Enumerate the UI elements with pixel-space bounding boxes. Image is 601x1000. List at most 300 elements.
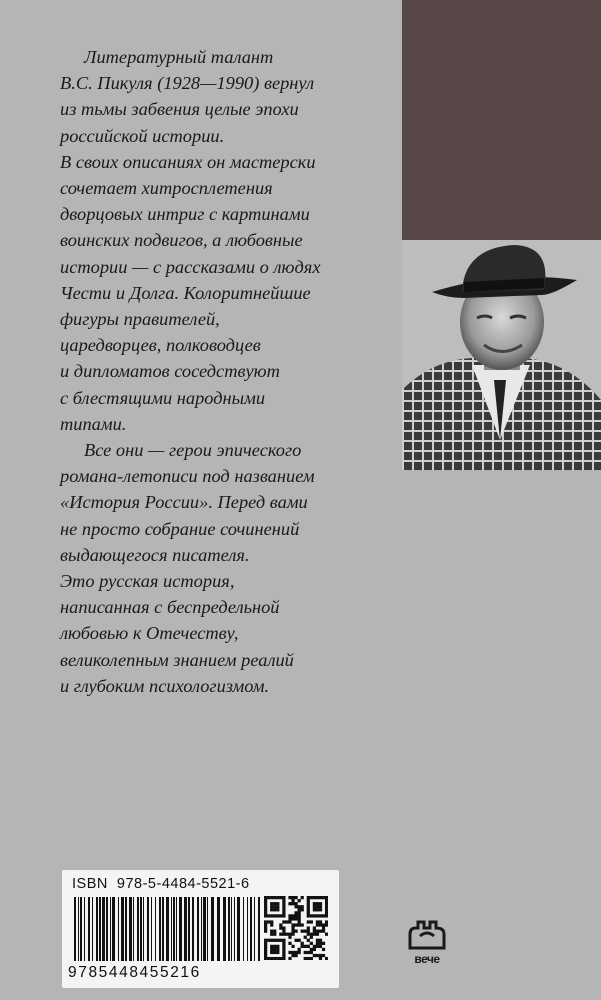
qr-module	[282, 939, 285, 942]
qr-module	[310, 933, 313, 936]
qr-module	[307, 926, 310, 929]
qr-module	[316, 923, 319, 926]
qr-module	[276, 951, 279, 954]
qr-module	[310, 896, 313, 899]
barcode-bar	[171, 897, 172, 961]
qr-module	[291, 926, 294, 929]
qr-module	[294, 954, 297, 957]
qr-module	[307, 930, 310, 933]
qr-module	[294, 917, 297, 920]
qr-module	[298, 948, 301, 951]
qr-module	[264, 939, 267, 942]
qr-module	[264, 957, 267, 960]
barcode-bar	[173, 897, 175, 961]
qr-module	[301, 942, 304, 945]
qr-module	[288, 920, 291, 923]
qr-module	[267, 939, 270, 942]
qr-module	[319, 920, 322, 923]
qr-module	[301, 923, 304, 926]
barcode-bar	[223, 897, 226, 961]
qr-module	[270, 905, 273, 908]
qr-module	[316, 920, 319, 923]
qr-module	[325, 920, 328, 923]
barcode-bar	[125, 897, 127, 961]
qr-module	[282, 948, 285, 951]
barcode-bar	[203, 897, 206, 961]
description-line: В своих описаниях он мастерски	[60, 151, 316, 172]
qr-module	[316, 908, 319, 911]
qr-module	[282, 896, 285, 899]
qr-module	[282, 942, 285, 945]
qr-module	[282, 926, 285, 929]
description-line: Все они — герои эпического	[84, 440, 302, 461]
qr-module	[307, 908, 310, 911]
qr-module	[264, 951, 267, 954]
qr-module	[264, 899, 267, 902]
qr-module	[313, 896, 316, 899]
qr-module	[264, 926, 267, 929]
qr-module	[316, 902, 319, 905]
barcode-bar	[207, 897, 208, 961]
qr-module	[267, 914, 270, 917]
qr-module	[307, 920, 310, 923]
qr-module	[313, 905, 316, 908]
description-line: и глубоким психологизмом.	[60, 675, 270, 696]
qr-module	[310, 914, 313, 917]
qr-module	[270, 930, 273, 933]
barcode-bar	[143, 897, 144, 961]
qr-module	[282, 905, 285, 908]
description-line: сочетает хитросплетения	[60, 178, 273, 199]
qr-module	[264, 908, 267, 911]
qr-module	[307, 957, 310, 960]
qr-module	[325, 957, 328, 960]
qr-module	[282, 954, 285, 957]
qr-module	[291, 914, 294, 917]
qr-module	[285, 933, 288, 936]
qr-module	[319, 902, 322, 905]
qr-module	[288, 951, 291, 954]
qr-module	[310, 942, 313, 945]
qr-module	[291, 945, 294, 948]
qr-module	[273, 948, 276, 951]
qr-module	[310, 957, 313, 960]
barcode-bar	[166, 897, 169, 961]
qr-module	[294, 923, 297, 926]
qr-module	[291, 917, 294, 920]
barcode-bar	[228, 897, 230, 961]
qr-module	[291, 930, 294, 933]
description-line: типами.	[60, 413, 127, 434]
qr-module	[310, 948, 313, 951]
qr-module	[319, 957, 322, 960]
qr-module	[276, 939, 279, 942]
qr-module	[313, 954, 316, 957]
publisher-logo-icon	[406, 918, 448, 952]
barcode-bar	[231, 897, 232, 961]
publisher-logo	[406, 918, 448, 970]
qr-module	[288, 957, 291, 960]
qr-module	[270, 933, 273, 936]
description-line: написанная с беспредельной	[60, 597, 280, 618]
qr-module	[298, 917, 301, 920]
qr-module	[325, 902, 328, 905]
description-line: дворцовых интриг с картинами	[60, 204, 310, 225]
qr-module	[264, 905, 267, 908]
description-line: «История России». Перед вами	[60, 492, 308, 513]
qr-module	[322, 948, 325, 951]
qr-module	[313, 945, 316, 948]
qr-module	[279, 957, 282, 960]
qr-module	[301, 896, 304, 899]
barcode-bar	[162, 897, 164, 961]
qr-module	[298, 899, 301, 902]
qr-module	[307, 914, 310, 917]
qr-module	[316, 914, 319, 917]
qr-module	[319, 905, 322, 908]
description-line: выдающегося писателя.	[60, 544, 250, 565]
qr-module	[316, 905, 319, 908]
qr-module	[298, 923, 301, 926]
qr-module	[307, 911, 310, 914]
qr-module	[316, 933, 319, 936]
qr-module	[301, 905, 304, 908]
qr-module	[294, 896, 297, 899]
qr-module	[282, 951, 285, 954]
barcode-bar	[176, 897, 177, 961]
qr-module	[276, 914, 279, 917]
qr-module	[307, 905, 310, 908]
qr-module	[298, 939, 301, 942]
description-line: романа-летописи под названием	[60, 466, 315, 487]
qr-module	[319, 930, 322, 933]
qr-module	[294, 911, 297, 914]
qr-module	[301, 930, 304, 933]
qr-module	[291, 923, 294, 926]
qr-module	[282, 908, 285, 911]
barcode-bar	[243, 897, 244, 961]
barcode-bar	[211, 897, 214, 961]
qr-module	[276, 896, 279, 899]
description-paragraph	[60, 437, 396, 568]
description-paragraph	[60, 568, 396, 699]
description-line: Литературный талант	[84, 47, 274, 67]
qr-module	[267, 957, 270, 960]
qr-module	[273, 951, 276, 954]
qr-module	[294, 902, 297, 905]
qr-module	[319, 896, 322, 899]
barcode-bar	[188, 897, 190, 961]
qr-module	[294, 939, 297, 942]
qr-module	[279, 926, 282, 929]
qr-module	[270, 957, 273, 960]
qr-module	[291, 902, 294, 905]
description-paragraph	[60, 149, 396, 437]
qr-module	[304, 930, 307, 933]
qr-module	[319, 914, 322, 917]
barcode-bar	[247, 897, 248, 961]
barcode-bar	[147, 897, 149, 961]
barcode-bar	[155, 897, 156, 961]
qr-module	[282, 914, 285, 917]
description-line: В.С. Пикуля (1928—1990) вернул	[60, 73, 315, 94]
qr-module	[267, 920, 270, 923]
qr-module	[307, 933, 310, 936]
qr-module	[298, 911, 301, 914]
description-line: любовью к Отечеству,	[60, 623, 239, 644]
qr-module	[279, 923, 282, 926]
barcode-bar	[129, 897, 132, 961]
qr-module	[273, 914, 276, 917]
qr-module	[288, 914, 291, 917]
decorative-color-block	[402, 0, 601, 240]
qr-module	[291, 896, 294, 899]
qr-module	[276, 957, 279, 960]
qr-module	[288, 896, 291, 899]
barcode-bar	[118, 897, 119, 961]
barcode-bar	[92, 897, 93, 961]
qr-module	[282, 945, 285, 948]
qr-module	[316, 945, 319, 948]
barcode-bar	[84, 897, 85, 961]
qr-module	[325, 905, 328, 908]
barcode-bar	[78, 897, 79, 961]
description-line: Чести и Долга. Колоритнейшие	[60, 282, 311, 303]
qr-module	[325, 896, 328, 899]
qr-module	[288, 902, 291, 905]
qr-module	[273, 930, 276, 933]
barcode-bar	[102, 897, 105, 961]
qr-module	[313, 914, 316, 917]
description-line: российской истории.	[60, 125, 225, 146]
qr-module	[273, 945, 276, 948]
qr-module	[273, 939, 276, 942]
barcode-bar	[110, 897, 111, 961]
barcode-bar	[151, 897, 152, 961]
qr-module	[301, 908, 304, 911]
qr-module	[316, 930, 319, 933]
qr-module	[264, 914, 267, 917]
qr-module	[270, 920, 273, 923]
barcode-bar	[254, 897, 255, 961]
qr-module	[279, 939, 282, 942]
qr-module	[264, 930, 267, 933]
qr-module	[298, 914, 301, 917]
barcode-bar	[133, 897, 134, 961]
qr-module	[298, 908, 301, 911]
qr-module	[279, 914, 282, 917]
barcode-bar	[106, 897, 108, 961]
qr-module	[282, 930, 285, 933]
qr-module	[273, 896, 276, 899]
barcode-bar	[192, 897, 194, 961]
qr-module	[288, 917, 291, 920]
barcode-bar	[179, 897, 182, 961]
qr-module	[319, 923, 322, 926]
qr-module	[270, 908, 273, 911]
qr-module	[282, 933, 285, 936]
qr-module	[325, 933, 328, 936]
barcode-bar	[99, 897, 101, 961]
qr-module	[316, 939, 319, 942]
qr-module	[282, 902, 285, 905]
barcode-bar	[121, 897, 124, 961]
qr-module	[313, 933, 316, 936]
qr-module	[291, 951, 294, 954]
description-line: великолепным знанием реалий	[60, 649, 294, 670]
qr-module	[313, 930, 316, 933]
qr-module	[282, 911, 285, 914]
qr-module	[313, 908, 316, 911]
qr-module	[316, 896, 319, 899]
qr-module	[310, 920, 313, 923]
qr-module	[325, 911, 328, 914]
isbn-label: ISBN 978-5-4484-5521-6	[72, 876, 250, 892]
qr-module	[316, 954, 319, 957]
description-paragraph	[60, 44, 396, 149]
qr-module	[264, 948, 267, 951]
qr-module	[294, 905, 297, 908]
barcode-bar	[88, 897, 90, 961]
barcode-bar	[237, 897, 240, 961]
qr-module	[313, 948, 316, 951]
qr-module	[264, 920, 267, 923]
description-line: Это русская история,	[60, 571, 235, 592]
barcode-bar	[112, 897, 115, 961]
qr-module	[298, 905, 301, 908]
qr-module	[264, 923, 267, 926]
qr-module	[276, 908, 279, 911]
qr-module	[267, 896, 270, 899]
barcode-bar	[234, 897, 235, 961]
qr-module	[307, 945, 310, 948]
qr-module	[304, 936, 307, 939]
qr-code-panel	[260, 890, 332, 972]
qr-module	[322, 930, 325, 933]
barcode-bar	[184, 897, 187, 961]
qr-module	[307, 951, 310, 954]
qr-module	[294, 951, 297, 954]
qr-module	[264, 896, 267, 899]
qr-module	[298, 951, 301, 954]
qr-module	[285, 920, 288, 923]
author-photo	[402, 240, 601, 470]
qr-module	[273, 933, 276, 936]
qr-module	[288, 933, 291, 936]
qr-module	[304, 957, 307, 960]
qr-module	[270, 939, 273, 942]
qr-module	[288, 936, 291, 939]
qr-module	[313, 926, 316, 929]
qr-module	[276, 948, 279, 951]
description-line: с блестящими народными	[60, 387, 266, 408]
qr-module	[322, 923, 325, 926]
qr-module	[264, 942, 267, 945]
qr-module	[264, 902, 267, 905]
qr-module	[307, 899, 310, 902]
author-photo-icon	[402, 240, 601, 470]
qr-module	[273, 902, 276, 905]
description-line: из тьмы забвения целые эпохи	[60, 99, 299, 120]
qr-module	[279, 933, 282, 936]
qr-module	[319, 942, 322, 945]
qr-module	[313, 902, 316, 905]
qr-module	[279, 896, 282, 899]
qr-module	[276, 902, 279, 905]
qr-module	[322, 942, 325, 945]
description-line: царедворцев, полководцев	[60, 335, 261, 356]
qr-module	[282, 920, 285, 923]
qr-module	[273, 957, 276, 960]
qr-module	[322, 926, 325, 929]
qr-module	[288, 942, 291, 945]
barcode-bar	[137, 897, 139, 961]
barcode-digits: 9785448455216	[68, 964, 201, 981]
qr-module	[307, 896, 310, 899]
qr-module	[270, 914, 273, 917]
qr-code-icon	[264, 896, 328, 960]
qr-module	[294, 930, 297, 933]
barcode-bar	[217, 897, 220, 961]
qr-module	[322, 954, 325, 957]
description-line: и дипломатов соседствуют	[60, 361, 280, 382]
qr-module	[270, 945, 273, 948]
qr-module	[270, 902, 273, 905]
description-line: не просто собрание сочинений	[60, 518, 300, 539]
qr-module	[319, 945, 322, 948]
barcode-bar	[197, 897, 199, 961]
barcode-bar	[159, 897, 161, 961]
qr-module	[264, 945, 267, 948]
publisher-logo-text: вече	[414, 952, 440, 966]
qr-module	[325, 914, 328, 917]
qr-module	[291, 933, 294, 936]
qr-module	[273, 908, 276, 911]
qr-module	[298, 920, 301, 923]
qr-module	[270, 896, 273, 899]
qr-module	[276, 905, 279, 908]
description-line: воинских подвигов, а любовные	[60, 230, 303, 251]
qr-module	[319, 908, 322, 911]
qr-module	[301, 945, 304, 948]
qr-module	[307, 902, 310, 905]
qr-module	[310, 936, 313, 939]
description-line: истории — с рассказами о людях	[60, 256, 321, 277]
barcode-bar	[96, 897, 98, 961]
book-description	[60, 44, 396, 699]
qr-module	[322, 914, 325, 917]
qr-module	[291, 899, 294, 902]
qr-module	[270, 951, 273, 954]
qr-module	[282, 899, 285, 902]
qr-module	[273, 905, 276, 908]
qr-module	[264, 954, 267, 957]
qr-module	[325, 899, 328, 902]
qr-module	[270, 923, 273, 926]
qr-module	[319, 954, 322, 957]
qr-module	[294, 914, 297, 917]
qr-module	[322, 896, 325, 899]
qr-module	[325, 908, 328, 911]
qr-module	[291, 954, 294, 957]
qr-module	[319, 939, 322, 942]
qr-module	[307, 939, 310, 942]
barcode-bar	[74, 897, 76, 961]
qr-module	[282, 957, 285, 960]
qr-module	[264, 911, 267, 914]
qr-module	[325, 923, 328, 926]
qr-module	[304, 951, 307, 954]
